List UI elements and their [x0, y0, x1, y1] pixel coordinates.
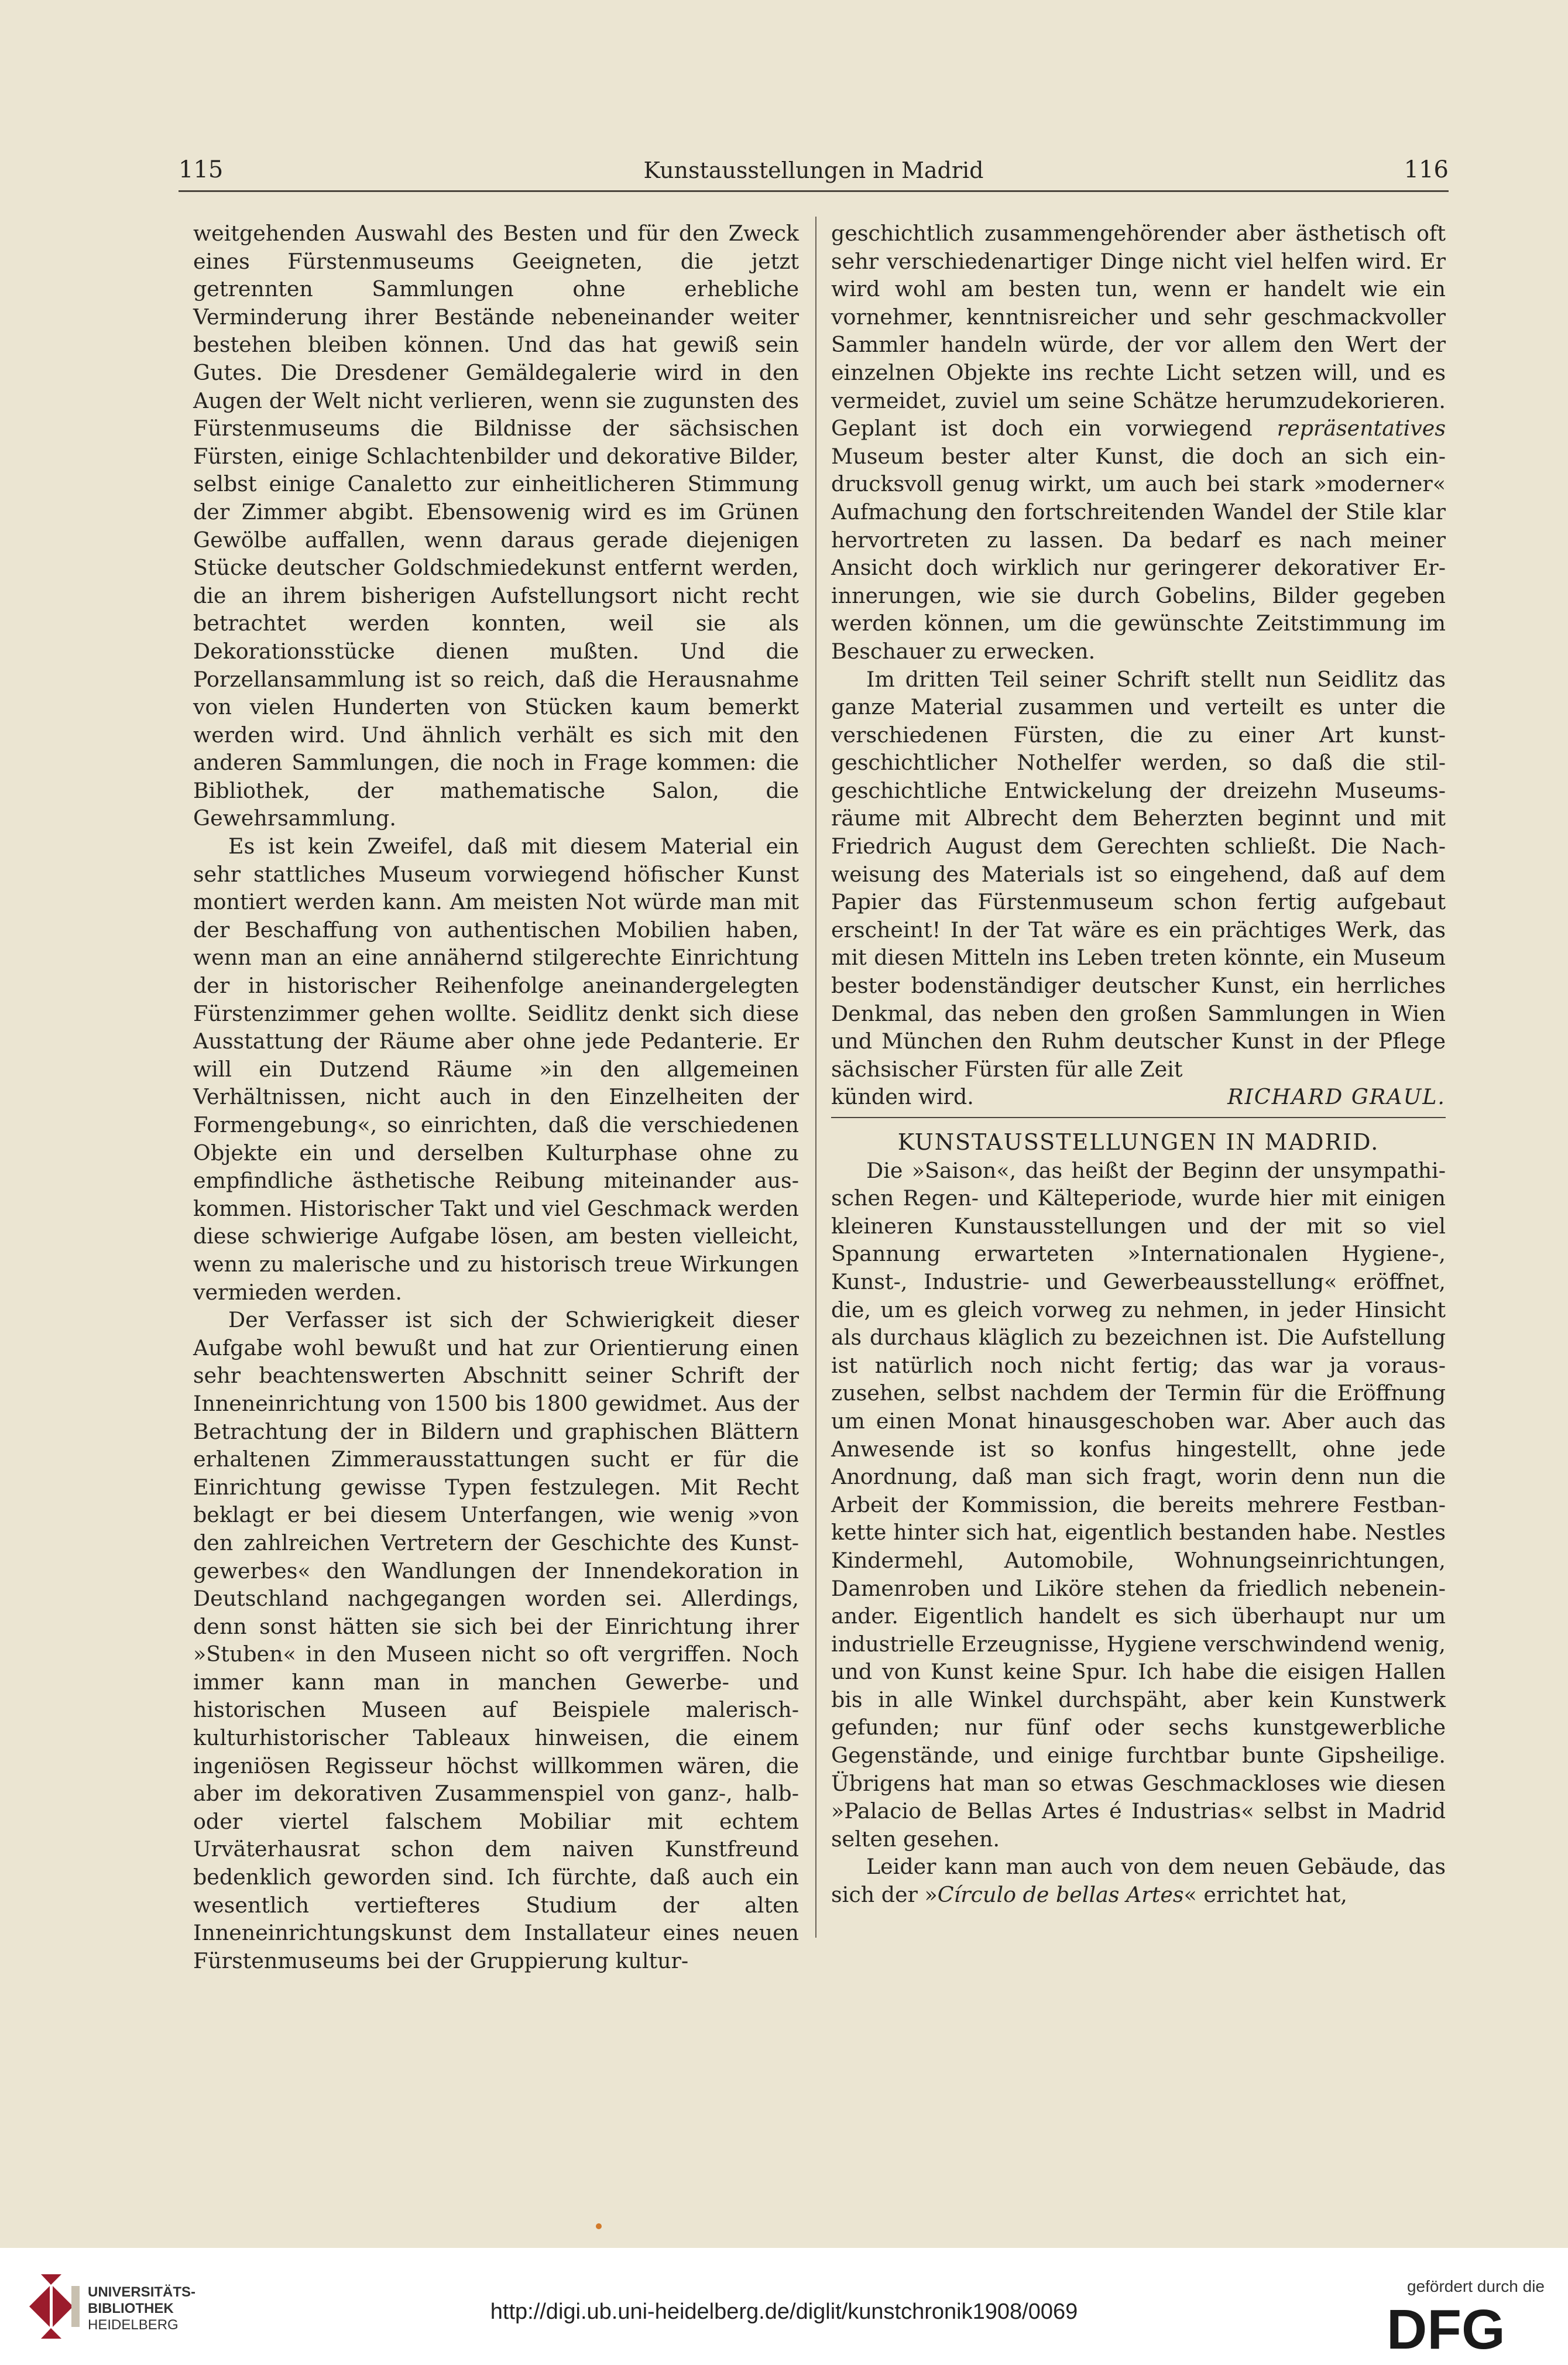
running-header — [179, 149, 1449, 192]
permalink-url[interactable]: http://digi.ub.uni-heidelberg.de/diglit/kunstchronik1908/0069 — [490, 2299, 1078, 2324]
paragraph — [831, 220, 1446, 666]
paragraph: Der Verfasser ist sich der Schwierigkeit dieser Aufgabe wohl bewußt und hat zur Orientierung einen sehr beachtenswerten Abschnitt seiner Schrift der Inneneinrichtung von 1500 bis 1800 gewidmet. Aus der Betrachtung der in Bildern und graphischen Blättern erhaltenen Zimmerausstattungen sucht er für die Einrichtung gewisse Typen festzulegen. Mit Recht beklagt er bei diesem Unterfangen, wie wenig »von den zahlreichen Vertretern der Geschichte des Kunstgewerbes« den Wandlungen der Innendekoration in Deutschland nachgegangen worden sei. Allerdings, denn sonst hätten sie sich bei der Einrichtung ihrer »Stuben« in den Museen nicht so oft vergriffen. Noch immer kann man in manchen Gewerbe- und historischen Museen auf Beispiele malerisch-kulturhistorischer Tableaux hinweisen, die einem ingeniösen Regisseur höchst willkommen wären, die aber im dekorativen Zusammenspiel von ganz-, halb- oder viertel falschem Mobiliar mit echtem Urväterhausrat schon dem naiven Kunstfreund bedenklich geworden sind. Ich fürchte, daß auch ein wesentlich vertiefteres Studium der alten Inneneinrichtungskunst dem Installateur eines neuen Fürstenmuseums bei der Gruppierung kultur- — [193, 1307, 799, 1973]
page-number-left: 115 — [179, 156, 224, 183]
paragraph: Im dritten Teil seiner Schrift stellt nun Seidlitz das ganze Material zusammen und verteilt es unter die verschiedenen Fürsten, die zu einer Art kunstgeschichtlicher Nothelfer werden, so daß die stilgeschichtliche Entwickelung der dreizehn Museumsräume mit Albrecht dem Beherzten beginnt und mit Friedrich August dem Gerechten schließt. Die Nachweisung des Materials ist so eingehend, daß auf dem Papier das Fürstenmuseum schon fertig aufgebaut erscheint! In der Tat wäre es ein prächtiges Werk, das mit diesen Mitteln ins Leben treten könnte, ein Museum bester bodenständiger deutscher Kunst, ein herrliches Denkmal, das neben den großen Sammlungen in Wien und München den Ruhm deutscher Kunst in der Pflege sächsischer Fürsten für alle Zeit — [831, 666, 1446, 1082]
text-run: Leider kann man auch von dem neuen Gebäude, das sich der » — [831, 1854, 1446, 1908]
dfg-logo-text: DFG — [1387, 2302, 1505, 2354]
section-separator — [831, 1117, 1446, 1118]
page-number-right: 116 — [1404, 156, 1449, 183]
library-name-line: UNIVERSITÄTS- — [88, 2284, 196, 2300]
digitization-footer — [0, 2248, 1568, 2365]
library-name-line: BIBLIOTHEK — [88, 2301, 174, 2316]
text-run: geschichtlich zusammengehörender aber ästhetisch oft sehr verschiedenartiger Dinge nicht viel helfen wird. Er wird wohl am besten tun, wenn er handelt wie ein vornehmer, kenntnisreicher und sehr geschmackvoller Sammler handeln würde, der vor allem den Wert der einzelnen Objekte ins rechte Licht setzen will, und es vermeidet, zuviel um seine Schätze herumzudekorieren. Geplant ist doch ein vorwiegend — [831, 221, 1446, 441]
running-title: Kunstausstellungen in Madrid — [643, 157, 984, 183]
dfg-logo-icon — [1387, 2302, 1545, 2354]
italic-text: Círculo de bellas Artes — [937, 1882, 1184, 1908]
library-name-line: HEIDELBERG — [88, 2317, 179, 2333]
section-heading: KUNSTAUSSTELLUNGEN IN MADRID. — [897, 1129, 1380, 1155]
column-divider — [815, 217, 816, 1938]
paragraph: Die »Saison«, das heißt der Beginn der unsympathischen Regen- und Kälteperiode, wurde hier mit einigen kleineren Kunstausstellungen und der mit so viel Spannung erwarteten »Internationalen Hygiene-, Kunst-, Industrie- und Gewerbeausstellung« eröffnet, die, um es gleich vorweg zu nehmen, in jeder Hinsicht als durchaus kläglich zu bezeichnen ist. Die Aufstellung ist natürlich noch nicht fertig; das war ja vorauszusehen, selbst nachdem der Termin für die Eröffnung um einen Monat hinausgeschoben war. Aber auch das Anwesende ist so konfus hingestellt, ohne jede Anordnung, daß man sich fragt, worin denn nun die Arbeit der Kommission, die bereits mehrere Festbankette hinter sich hat, eigentlich bestanden habe. Nestles Kindermehl, Automobile, Wohnungseinrichtungen, Damenroben und Liköre stehen da friedlich nebeneinander. Eigentlich handelt es sich überhaupt nur um industrielle Erzeugnisse, Hygiene verschwindend wenig, und von Kunst keine Spur. Ich habe die eisigen Hallen bis in alle Winkel durchspäht, aber kein Kunstwerk gefunden; nur fünf oder sechs kunstgewerbliche Gegenstände, und einige furchtbar bunte Gipsheilige. Übrigens hat man so etwas Geschmackloses wie diesen »Palacio de Bellas Artes é Industrias« selbst in Madrid selten gesehen. — [831, 1157, 1446, 1852]
paragraph — [831, 1853, 1446, 1908]
author-signature: RICHARD GRAUL. — [1227, 1084, 1446, 1110]
text-run: künden wird. — [831, 1084, 974, 1110]
paragraph: weitgehenden Auswahl des Besten und für den Zweck eines Fürstenmuseums Geeigneten, die jetzt getrennten Sammlungen ohne erhebliche Verminderung ihrer Bestände nebeneinander weiter bestehen bleiben können. Und das hat gewiß sein Gutes. Die Dresdener Gemäldegalerie wird in den Augen der Welt nicht verlieren, wenn sie zugunsten des Fürstenmuseums die Bildnisse der sächsischen Fürsten, einige Schlachtenbilder und dekorative Bilder, selbst einige Canaletto zur einheitlicheren Stimmung der Zimmer abgibt. Ebensowenig wird es im Grünen Gewölbe auffallen, wenn daraus gerade diejenigen Stücke deutscher Goldschmiedekunst entfernt werden, die an ihrem bisherigen Aufstellungsort nicht recht betrachtet werden konnten, weil sie als Dekorationsstücke dienen mußten. Und die Porzellansammlung ist so reich, daß die Herausnahme von vielen Hunderten von Stücken kaum bemerkt werden wird. Und ähnlich verhält es sich mit den anderen Sammlungen, die noch in Frage kommen: die Bibliothek, der mathematische Salon, die Gewehrsammlung. — [193, 221, 799, 831]
signature-line — [831, 1083, 1446, 1111]
left-column — [193, 220, 799, 1975]
right-column — [831, 220, 1446, 1909]
text-run: Museum bester alter Kunst, die doch an sich eindrucksvoll genug wirkt, um auch bei stark »moderner« Aufmachung den fortschreitenden Wandel der Stile klar hervortreten zu lassen. Da bedarf es nach meiner Ansicht doch wirklich nur geringerer dekorativer Erinnerungen, wie sie durch Gobelins, Bilder gegeben werden können, um die gewünschte Zeitstimmung im Beschauer zu erwecken. — [831, 443, 1446, 664]
scan-marker-dot — [596, 2223, 602, 2229]
italic-text: repräsentatives — [1277, 416, 1446, 441]
text-run: « errichtet hat, — [1183, 1882, 1347, 1908]
paragraph: Es ist kein Zweifel, daß mit diesem Material ein sehr stattliches Museum vorwiegend höfischer Kunst montiert werden kann. Am meisten Not würde man mit der Beschaffung von authentischen Mobilien haben, wenn man an eine annähernd stilgerechte Einrichtung der in historischer Reihenfolge aneinandergelegten Fürstenzimmer gehen wollte. Seidlitz denkt sich diese Ausstattung der Räume aber ohne jede Pedanterie. Er will ein Dutzend Räume »in den allgemeinen Verhältnissen, nicht auch in den Einzelheiten der Formengebung«, so einrichten, daß die verschiedenen Objekte ein und derselben Kulturphase ohne zu empfindliche ästhetische Reibung miteinander auskommen. Historischer Takt und viel Geschmack werden diese schwierige Aufgabe lösen, am besten vielleicht, wenn zu malerische und zu historisch treue Wirkungen vermieden werden. — [193, 834, 799, 1305]
funding-note: gefördert durch die — [1406, 2277, 1545, 2295]
